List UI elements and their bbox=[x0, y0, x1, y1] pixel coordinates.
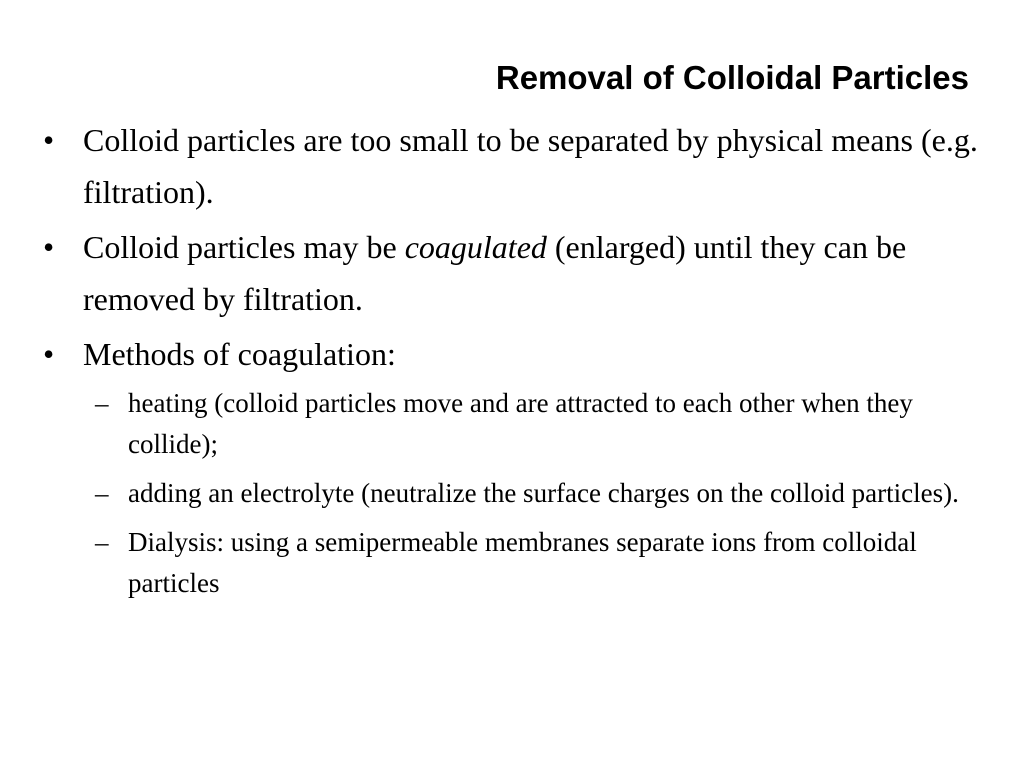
sub-bullet-text: heating (colloid particles move and are attracted to each other when they collide); bbox=[128, 388, 913, 459]
sub-bullet-item bbox=[43, 383, 983, 465]
slide-title: Removal of Colloidal Particles bbox=[495, 59, 969, 96]
bullet-text-start: Colloid particles may be bbox=[83, 229, 405, 265]
sub-bullet-list bbox=[43, 383, 983, 604]
sub-bullet-text: Dialysis: using a semipermeable membranes separate ions from colloidal particles bbox=[128, 527, 917, 598]
emphasized-term: coagulated bbox=[404, 229, 547, 265]
sub-bullet-text: adding an electrolyte (neutralize the surface charges on the colloid particles). bbox=[128, 478, 959, 508]
bullet-marker: • bbox=[43, 336, 55, 372]
bullet-item bbox=[43, 328, 983, 380]
bullet-text bbox=[83, 221, 983, 325]
sub-bullet-item bbox=[43, 522, 983, 604]
bullet-text-end: (enlarged) until they can be removed by filtration. bbox=[83, 229, 907, 317]
bullet-text: Colloid particles are too small to be separated by physical means (e.g. filtration). bbox=[83, 122, 978, 210]
bullet-list bbox=[43, 114, 983, 612]
bullet-marker: • bbox=[43, 229, 55, 265]
bullet-item bbox=[43, 114, 983, 218]
bullet-marker: • bbox=[43, 122, 55, 158]
sub-bullet-marker: – bbox=[95, 388, 109, 418]
sub-bullet-marker: – bbox=[95, 478, 109, 508]
sub-bullet-item bbox=[43, 473, 983, 514]
sub-bullet-marker: – bbox=[95, 527, 109, 557]
bullet-item bbox=[43, 221, 983, 325]
bullet-text: Methods of coagulation: bbox=[83, 336, 396, 372]
